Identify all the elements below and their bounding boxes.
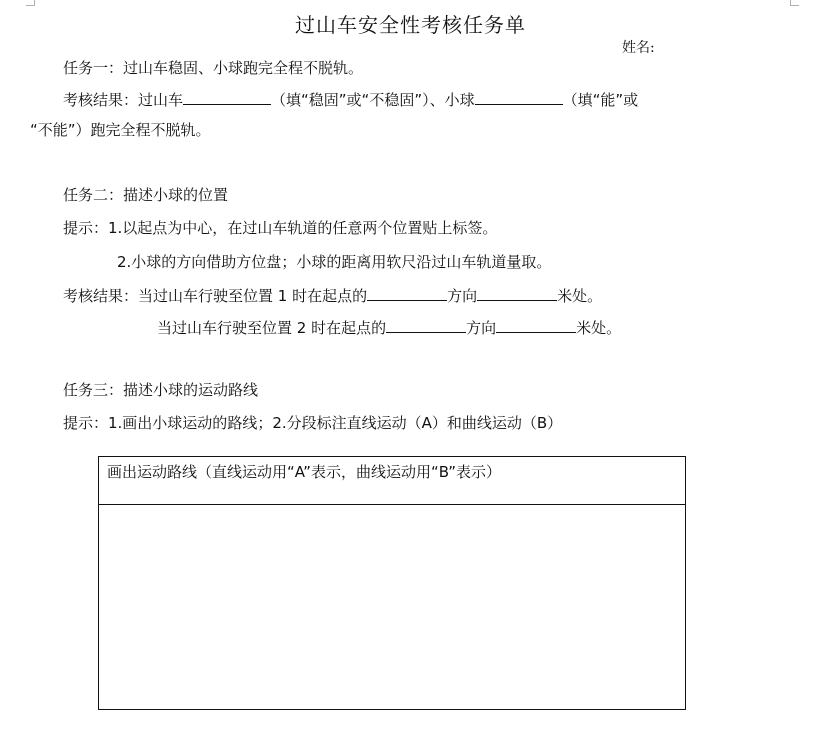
task1-result-suffix: （填“能”或: [562, 91, 639, 109]
stability-answer-blank[interactable]: [183, 89, 271, 105]
task1-result-mid: （填“稳固”或“不稳固”）、小球: [271, 91, 475, 109]
task1-result-line2: “不能”）跑完全程不脱轨。: [30, 121, 211, 139]
position1-prefix: 考核结果：当过山车行驶至位置 1 时在起点的: [63, 287, 368, 305]
page-corner-mark-right: [790, 0, 799, 6]
direction-word: 方向: [466, 319, 497, 337]
position2-direction-blank[interactable]: [386, 317, 466, 333]
task1-result-prefix: 考核结果：过山车: [63, 91, 184, 109]
page-corner-mark-left: [26, 0, 35, 6]
ball-answer-blank[interactable]: [475, 89, 563, 105]
task1-heading: 任务一：过山车稳固、小球跑完全程不脱轨。: [63, 59, 364, 77]
task2-result1: [63, 285, 602, 306]
task3-heading: 任务三：描述小球的运动路线: [63, 381, 259, 399]
worksheet-title: 过山车安全性考核任务单: [295, 13, 526, 37]
route-drawing-box-header: 画出运动路线（直线运动用“A”表示，曲线运动用“B”表示）: [99, 457, 685, 505]
name-label: 姓名:: [622, 40, 655, 56]
task2-hint1: 提示：1.以起点为中心，在过山车轨道的任意两个位置贴上标签。: [63, 219, 498, 237]
task3-hint: 提示：1.画出小球运动的路线；2.分段标注直线运动（A）和曲线运动（B）: [63, 414, 563, 432]
direction-word: 方向: [447, 287, 478, 305]
position2-distance-blank[interactable]: [496, 317, 576, 333]
task2-hint2: 2.小球的方向借助方位盘；小球的距离用软尺沿过山车轨道量取。: [117, 253, 552, 271]
meters-word: 米处。: [576, 319, 622, 337]
position2-prefix: 当过山车行驶至位置 2 时在起点的: [157, 319, 387, 337]
route-drawing-box: [98, 456, 686, 710]
meters-word: 米处。: [557, 287, 603, 305]
task2-result2: [157, 317, 621, 338]
position1-direction-blank[interactable]: [367, 285, 447, 301]
position1-distance-blank[interactable]: [477, 285, 557, 301]
route-drawing-area[interactable]: [99, 505, 685, 708]
task2-heading: 任务二：描述小球的位置: [63, 186, 229, 204]
task1-result-line: [63, 89, 638, 110]
